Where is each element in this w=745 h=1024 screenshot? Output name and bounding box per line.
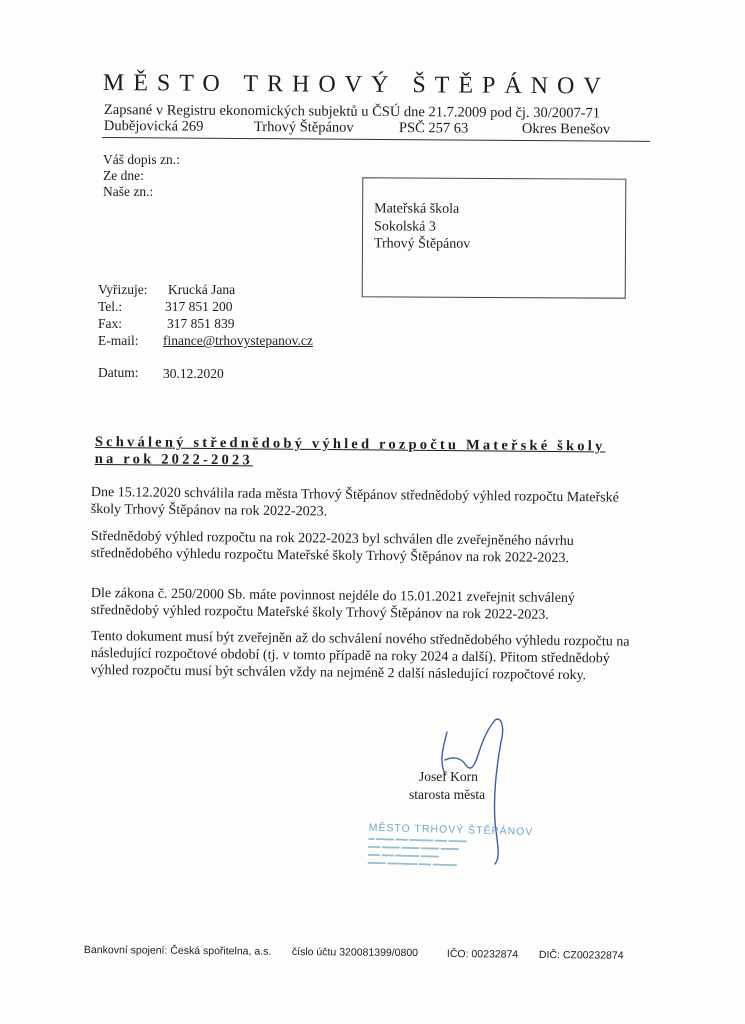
recipient-line-3: Trhový Štěpánov — [373, 236, 471, 252]
registry-note: Zapsané v Registru ekonomických subjektů u ČSÚ dne 21.7.2009 pod čj. 30/2007-71 — [103, 102, 601, 122]
fax-label: Fax: — [98, 316, 123, 331]
stamp-line: ▬▬▬ ▬▬▬▬▬ ▬▬ ▬▬▬▬ — [367, 859, 457, 869]
stamp-title: MĚSTO TRHOVÝ ŠTĚPÁNOV — [368, 821, 534, 839]
fax-value: 317 851 839 — [167, 316, 235, 331]
ref-our-ref: Naše zn.: — [103, 184, 154, 199]
stamp-line: ▬ ▬▬▬ ▬▬ ▬▬▬▬ ▬▬ ▬▬▬ — [368, 835, 467, 845]
sender-district: Okres Benešov — [521, 120, 611, 138]
stamp-line: ▬▬ ▬▬▬ ▬▬▬ ▬▬▬ ▬▬▬ — [368, 843, 459, 853]
recipient-address-box — [362, 177, 627, 298]
ref-your-letter: Váš dopis zn.: — [103, 152, 180, 167]
subject-line-2: na rok 2022-2023 — [94, 450, 253, 469]
body-paragraph-3: Dle zákona č. 250/2000 Sb. máte povinnost nejdéle do 15.01.2021 zveřejnit schválený střednědobý výhled rozpočtu Mateřské školy Trhový Štěpánov na rok 2022-2023. — [90, 585, 576, 623]
footer-dic: DIČ: CZ00232874 — [538, 949, 624, 962]
sender-postcode: PSČ 257 63 — [398, 120, 469, 137]
handled-by-value: Krucká Jana — [168, 282, 236, 297]
sender-city: Trhový Štěpánov — [253, 119, 354, 136]
body-paragraph-4: Tento dokument musí být zveřejněn až do schválení nového střednědobého výhledu rozpočtu na následující rozpočtové období (tj. v tomto případě na roky 2024 a další). Přitom střednědobý výhled rozpočtu musí být schválen vždy na nejméně 2 další následující rozpočtové roky. — [90, 628, 630, 684]
letterhead-title: MĚSTO TRHOVÝ ŠTĚPÁNOV — [102, 70, 610, 100]
signatory-role: starosta města — [409, 787, 486, 802]
tel-label: Tel.: — [98, 299, 123, 314]
official-stamp — [367, 822, 544, 887]
footer-bank: Bankovní spojení: Česká spořitelna, a.s. — [83, 944, 272, 958]
stamp-line: ▬▬ ▬▬ ▬▬▬▬ ▬▬▬ — [367, 851, 440, 860]
date-label: Datum: — [98, 365, 139, 380]
body-paragraph-2: Střednědobý výhled rozpočtu na rok 2022-2023 byl schválen dle zveřejněného návrhu střednědobého výhledu rozpočtu Mateřské školy Trhový Štěpánov na rok 2022-2023. — [90, 528, 574, 567]
recipient-line-1: Mateřská škola — [374, 201, 460, 217]
email-label: E-mail: — [98, 333, 139, 348]
signatory-name: Josef Korn — [419, 769, 478, 784]
email-link[interactable]: finance@trhovystepanov.cz — [163, 333, 313, 348]
sender-street: Dubějovická 269 — [103, 118, 204, 135]
subject-heading — [95, 434, 625, 473]
subject-line-1: Schválený střednědobý výhled rozpočtu Mateřské školy — [94, 434, 606, 455]
footer-ico: IČO: 00232874 — [446, 948, 519, 961]
recipient-line-2: Sokolská 3 — [374, 219, 436, 235]
ref-dated: Ze dne: — [103, 168, 144, 183]
date-value: 30.12.2020 — [163, 366, 224, 381]
body-paragraph-1: Dne 15.12.2020 schválila rada města Trhový Štěpánov střednědobý výhled rozpočtu Mateřské školy Trhový Štěpánov na rok 2022-2023. — [90, 484, 619, 520]
tel-value: 317 851 200 — [165, 299, 233, 314]
handled-by-label: Vyřizuje: — [98, 282, 148, 297]
footer-account: číslo účtu 320081399/0800 — [291, 946, 419, 960]
